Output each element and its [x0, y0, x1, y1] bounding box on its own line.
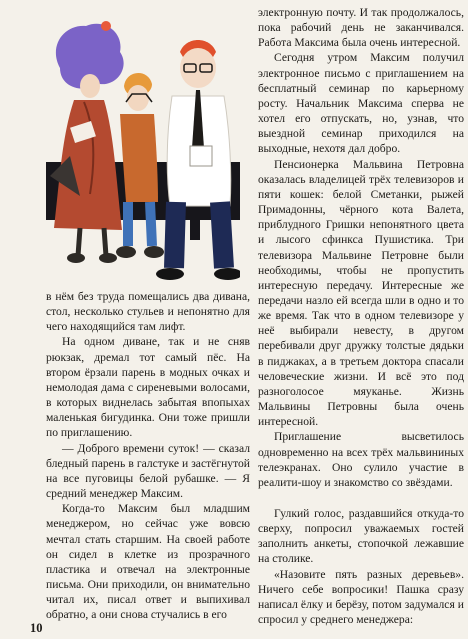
paragraph: — Доброго времени суток! — сказал бледный парень в галстуке и застёгнутой на все пуговицы белой рубашке. — Я средний менеджер Максим. [46, 441, 250, 501]
man-figure [156, 40, 240, 280]
left-text-column [46, 289, 250, 622]
paragraph: Пенсионерка Мальвина Петровна оказалась владелицей трёх телевизоров и пяти кошек: белой Сметанки, рыжей Примадонны, чёрного кота Валета, приблудного Гришки непонятного цвета и лысого сфинкса Пушистика. Три телевизора Мальвине Петровне были необходимы, чтобы не пропустить интересную передачу. Интересные же передачи назло ей всегда шли в одно и то же время. Так что в одном телевизоре у неё выбирали невесту, в другом перебивали друг дружку толстые дядьки в пиджаках, а в третьем доктора спасали человеческие жизни. И всё это под разноголосое мяуканье. Жизнь Мальвины Петровны была очень интересной. [258, 157, 464, 429]
paragraph: Сегодня утром Максим получил электронное письмо с приглашением на бесплатный семинар по карьерному росту. Начальник Максима сперва не хотел его отпускать, но, узнав, что выездной семинар приходился на выходные, нехотя дал добро. [258, 51, 464, 156]
page-number: 10 [30, 621, 43, 635]
paragraph: в нём без труда помещались два дивана, стол, несколько стульев и непонятно для чего находящийся там лифт. [46, 290, 250, 334]
right-text-column [258, 5, 464, 627]
paragraph: Гулкий голос, раздавшийся откуда-то сверху, попросил уважаемых гостей заполнить анкеты, стопочкой лежавшие на столике. [258, 507, 464, 566]
paragraph: «Назовите пять разных деревьев». Ничего себе вопросики! Пашка сразу написал ёлку и берёзу, потом задумался и спросил у среднего менеджера: [258, 567, 464, 627]
paragraph: На одном диване, так и не сняв рюкзак, дремал тот самый пёс. На втором ёрзали парень в модных очках и немолодая дама с сиреневыми волосами, в которых виднелась забытая впопыхах маленькая бигудинка. Они тоже пришли по приглашению. [46, 335, 250, 440]
paragraph: электронную почту. И так продолжалось, пока рабочий день не заканчивался. Работа Максима была очень интересной. [258, 6, 464, 50]
illustration [40, 6, 240, 288]
woman-figure [50, 21, 124, 263]
paragraph: Приглашение высветилось одновременно на всех трёх мальвининых телеэкранах. Оно сулило участие в реалити-шоу и знакомство со звёздами. [258, 430, 464, 489]
paragraph: Когда-то Максим был младшим менеджером, но сейчас уже вовсю мечтал стать старшим. На своей работе он сидел в клетке из прозрачного пластика и отвечал на электронные письма. Они приходили, он внимательно читал их, писал ответ и выпихивал обратно, а они снова стучались в его [46, 502, 250, 622]
